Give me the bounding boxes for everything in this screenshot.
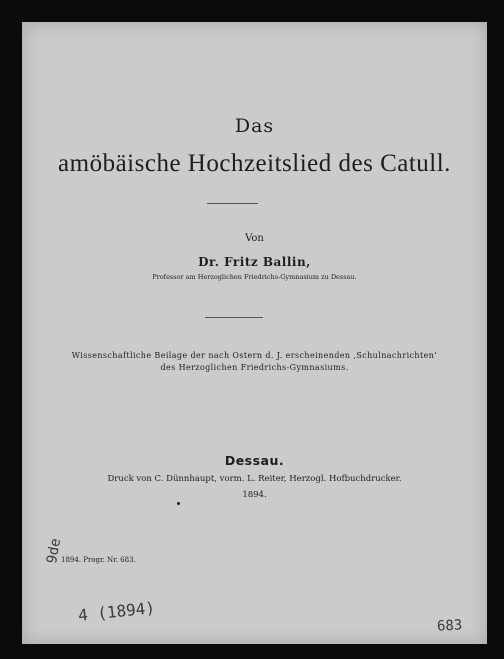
program-note: 1894. Progr. Nr. 683.: [61, 556, 136, 564]
imprint-year: 1894.: [242, 490, 267, 500]
byline-von: Von: [245, 233, 264, 244]
title-line-1: Das: [234, 115, 275, 137]
title-page: [22, 22, 487, 644]
handwritten-shelfmark-top: 9de: [44, 537, 65, 565]
supplement-line-1: Wissenschaftliche Beilage der nach Ostern d. J. erscheinenden ‚Schulnachrichten‘: [71, 351, 438, 360]
divider-rule: [205, 317, 263, 318]
divider-rule: [207, 203, 258, 204]
author-name: Dr. Fritz Ballin,: [198, 255, 311, 269]
imprint-printer: Druck von C. Dünnhaupt, vorm. L. Reiter, Herzogl. Hofbuchdrucker.: [107, 474, 402, 484]
imprint-city: Dessau.: [224, 453, 285, 468]
handwritten-page-number: 683: [436, 617, 463, 635]
supplement-line-2: des Herzoglichen Friedrichs-Gymnasiums.: [160, 363, 349, 372]
handwritten-shelfmark-number: 4 (1894): [77, 598, 156, 625]
author-affiliation: Professor am Herzoglichen Friedrichs-Gymnasium zu Dessau.: [152, 273, 357, 281]
ink-mark: [177, 502, 180, 505]
title-line-2: amöbäische Hochzeitslied des Catull.: [58, 150, 451, 177]
